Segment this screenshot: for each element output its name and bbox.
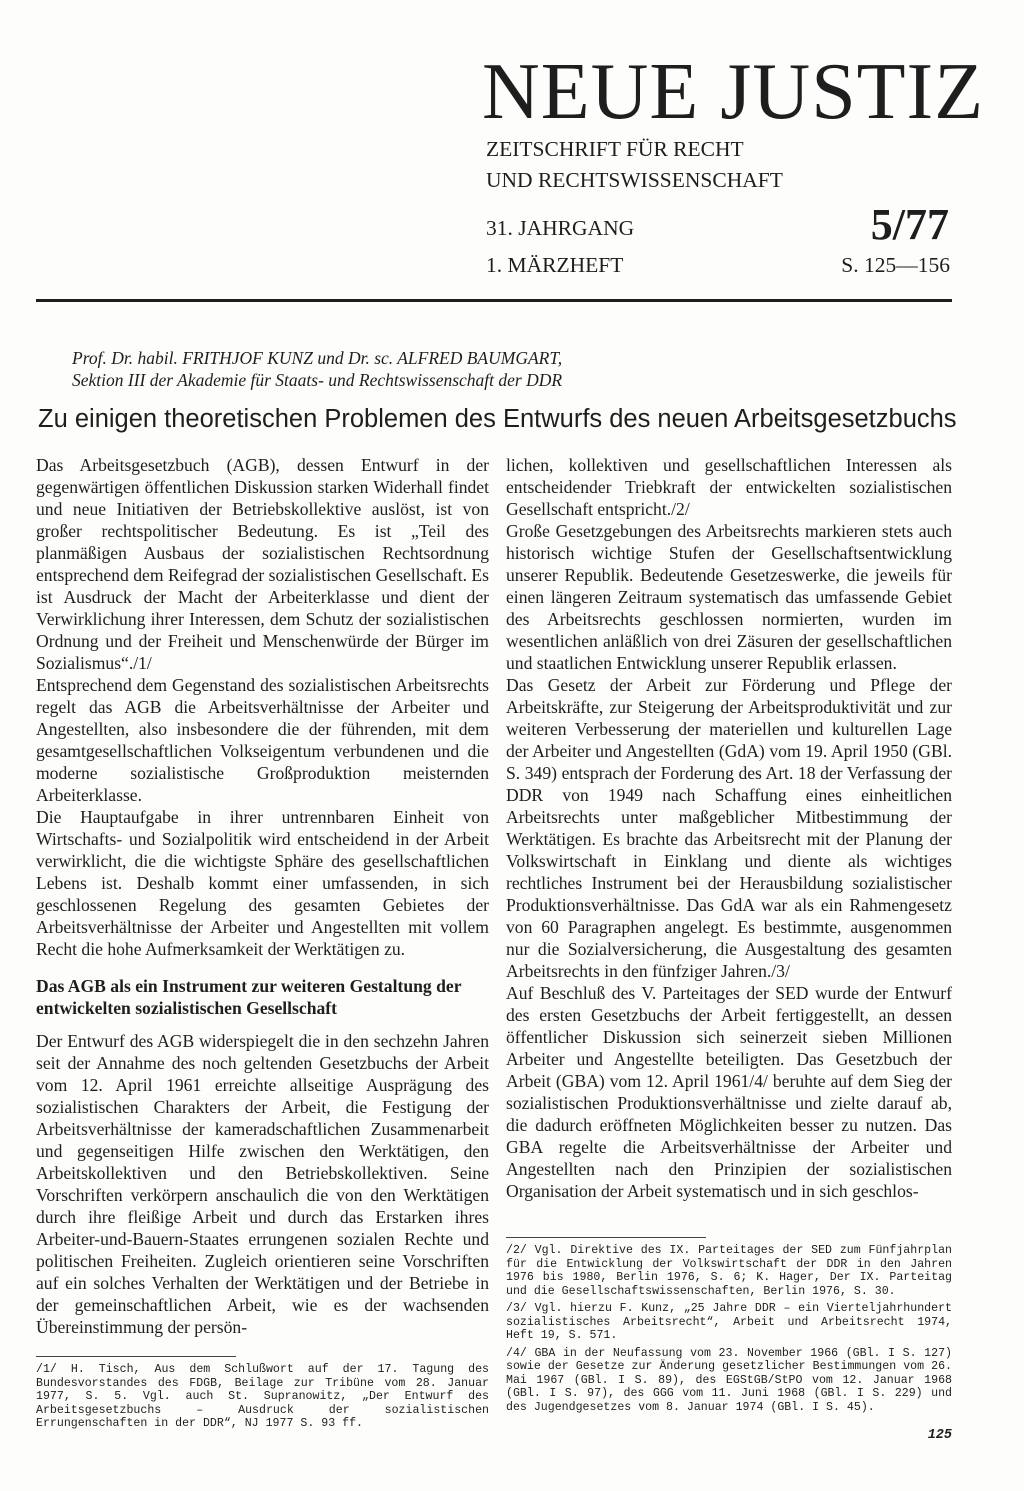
paragraph: Entsprechend dem Gegenstand des sozialistischen Arbeitsrechts regelt das AGB die Arbeitsverhältnisse der Arbeiter und Angestellten, also insbesondere die der führenden, mit dem gesamtgesellschaftlichen Volkseigentum verbundenen und die moderne sozialistische Großproduktion meisternden Arbeiterklasse. bbox=[36, 675, 489, 805]
issue-month-label: 1. MÄRZHEFT bbox=[486, 253, 624, 277]
issue-number: 5/77 bbox=[870, 200, 949, 249]
header-divider bbox=[36, 299, 952, 302]
footnote: /3/ Vgl. hierzu F. Kunz, „25 Jahre DDR – ein Vierteljahrhundert sozialistisches Arbeitsrecht“, Arbeit und Arbeitsrecht 1974, Heft 19, S. 571. bbox=[506, 1302, 952, 1342]
footnote: /2/ Vgl. Direktive des IX. Parteitages der SED zum Fünfjahrplan für die Entwicklung der Volkswirtschaft der DDR in den Jahren 1976 bis 1980, Berlin 1976, S. 6; K. Hager, Der IX. Parteitag und die Gesellschaftswissenschaften, Berlin 1976, S. 30. bbox=[506, 1244, 952, 1298]
page-range: S. 125—156 bbox=[841, 253, 950, 277]
footnote-divider bbox=[36, 1356, 236, 1357]
paragraph: Die Hauptaufgabe in ihrer untrennbaren Einheit von Wirtschafts- und Sozialpolitik wird entscheidend in der Arbeit verwirklicht, die die wichtigste Sphäre des gesellschaftlichen Lebens ist. Deshalb kommt einer umfassenden, in sich geschlossenen Regelung des gesamten Gebietes der Arbeitsverhältnisse der Arbeiter und Angestellten mit vollem Recht die hohe Aufmerksamkeit der Werktätigen zu. bbox=[36, 807, 489, 959]
paragraph: Große Gesetzgebungen des Arbeitsrechts markieren stets auch historisch wichtige Stufen der Gesellschaftsentwicklung unserer Republik. Bedeutende Gesetzeswerke, die jeweils für einen längeren Zeitraum systematisch das umfassende Gebiet des Arbeitsrechts geschlossen normierten, wurden im wesentlichen anläßlich von drei Zäsuren der gesellschaftlichen und staatlichen Entwicklung unserer Republik erlassen. bbox=[506, 521, 952, 673]
article-title: Zu einigen theoretischen Problemen des Entwurfs des neuen Arbeitsgesetzbuchs bbox=[38, 405, 957, 433]
journal-title: NEUE JUSTIZ bbox=[482, 48, 985, 136]
footnote-divider bbox=[506, 1237, 706, 1238]
right-text-column bbox=[506, 454, 952, 1202]
footnote: /4/ GBA in der Neufassung vom 23. November 1966 (GBl. I S. 127) sowie der Gesetze zur Änderung gesetzlicher Bestimmungen vom 26. Mai 1967 (GBl. I S. 89), des EGStGB/StPO vom 12. Januar 1968 (GBl. I S. 97), des GGG vom 11. Juni 1968 (GBl. I S. 229) und des Jugendgesetzes vom 8. Januar 1974 (GBl. I S. 45). bbox=[506, 1346, 952, 1414]
paragraph: Der Entwurf des AGB widerspiegelt die in den sechzehn Jahren seit der Annahme des noch geltenden Gesetzbuchs der Arbeit vom 12. April 1961 erreichte allseitige Ausprägung des sozialistischen Charakters der Arbeit, die Festigung der Arbeitsverhältnisse der kameradschaftlichen Zusammenarbeit und gegenseitigen Hilfe zwischen den Werktätigen, den Arbeitskollektiven und den Betriebskollektiven. Seine Vorschriften verkörpern anschaulich die von den Werktätigen durch ihre fleißige Arbeit und durch das Erstarken ihres Arbeiter-und-Bauern-Staates errungenen sozialen Rechte und politischen Freiheiten. Zugleich orientieren seine Vorschriften auf ein solches Verhalten der Werktätigen und der Betriebe in der gemeinschaftlichen Arbeit, wie es der wachsenden Übereinstimmung der persön- bbox=[36, 1031, 489, 1337]
footnotes-left bbox=[36, 1356, 489, 1431]
paragraph: Auf Beschluß des V. Parteitages der SED wurde der Entwurf des ersten Gesetzbuchs der Arbeit fertiggestellt, an dessen öffentlicher Diskussion sich seinerzeit sieben Millionen Arbeiter und Angestellte beteiligten. Das Gesetzbuch der Arbeit (GBA) vom 12. April 1961/4/ beruhte auf dem Sieg der sozialistischen Produktionsverhältnisse und zielte darauf ab, die dadurch eröffneten Möglichkeiten besser zu nutzen. Das GBA regelte die Arbeitsverhältnisse der Arbeiter und Angestellten nach den Prinzipien der sozialistischen Organisation der Arbeit systematisch und in sich geschlos- bbox=[506, 983, 952, 1201]
section-heading: Das AGB als ein Instrument zur weiteren Gestaltung der entwickelten sozialistischen Gesellschaft bbox=[36, 976, 462, 1018]
paragraph: lichen, kollektiven und gesellschaftlichen Interessen als entscheidender Triebkraft der entwickelten sozialistischen Gesellschaft entspricht./2/ bbox=[506, 455, 952, 519]
paragraph: Das Gesetz der Arbeit zur Förderung und Pflege der Arbeitskräfte, zur Steigerung der Arbeitsproduktivität und zur weiteren Verbesserung der materiellen und kulturellen Lage der Arbeiter und Angestellten (GdA) vom 19. April 1950 (GBl. S. 349) entsprach der Forderung des Art. 18 der Verfassung der DDR von 1949 nach Schaffung eines einheitlichen Arbeitsrechts unter maßgeblicher Mitbestimmung der Werktätigen. Es brachte das Arbeitsrecht mit der Planung der Volkswirtschaft in Einklang und diente als wichtiges rechtliches Instrument bei der Herausbildung sozialistischer Produktionsverhältnisse. Das GdA war als ein Rahmengesetz von 60 Paragraphen angelegt. Es bestimmte, ausgenommen nur die Sozialversicherung, die Ausgestaltung des gesamten Arbeitsrechts in den fünfziger Jahren./3/ bbox=[506, 675, 952, 981]
footnotes-right bbox=[506, 1244, 952, 1414]
paragraph: Das Arbeitsgesetzbuch (AGB), dessen Entwurf in der gegenwärtigen öffentlichen Diskussion starken Widerhall findet und neue Initiativen der Betriebskollektive auslöst, ist von großer rechtspolitischer Bedeutung. Es ist „Teil des planmäßigen Ausbaus der sozialistischen Rechtsordnung entsprechend dem Reifegrad der sozialistischen Gesellschaft. Es ist Ausdruck der Macht der Arbeiterklasse und dient der Verwirklichung ihrer Interessen, dem Schutz der sozialistischen Ordnung und der Freiheit und Menschenwürde der Bürger im Sozialismus“./1/ bbox=[36, 455, 489, 673]
journal-subtitle-line-2: UND RECHTSWISSENSCHAFT bbox=[486, 168, 783, 192]
journal-subtitle-line-1: ZEITSCHRIFT FÜR RECHT bbox=[486, 137, 744, 161]
footnote: /1/ H. Tisch, Aus dem Schlußwort auf der 17. Tagung des Bundesvorstandes des FDGB, Beilage zur Tribüne vom 28. Januar 1977, S. 5. Vgl. auch St. Supranowitz, „Der Entwurf des Arbeitsgesetzbuchs – Ausdruck der sozialistischen Errungenschaften in der DDR“, NJ 1977 S. 93 ff. bbox=[36, 1363, 489, 1430]
volume-label: 31. JAHRGANG bbox=[486, 216, 635, 240]
author-names: Prof. Dr. habil. FRITHJOF KUNZ und Dr. sc. ALFRED BAUMGART, bbox=[72, 348, 563, 368]
author-affiliation: Sektion III der Akademie für Staats- und Rechtswissenschaft der DDR bbox=[72, 370, 563, 390]
page-number: 125 bbox=[927, 1428, 952, 1443]
left-text-column bbox=[36, 454, 489, 1338]
journal-subtitle bbox=[486, 134, 956, 196]
